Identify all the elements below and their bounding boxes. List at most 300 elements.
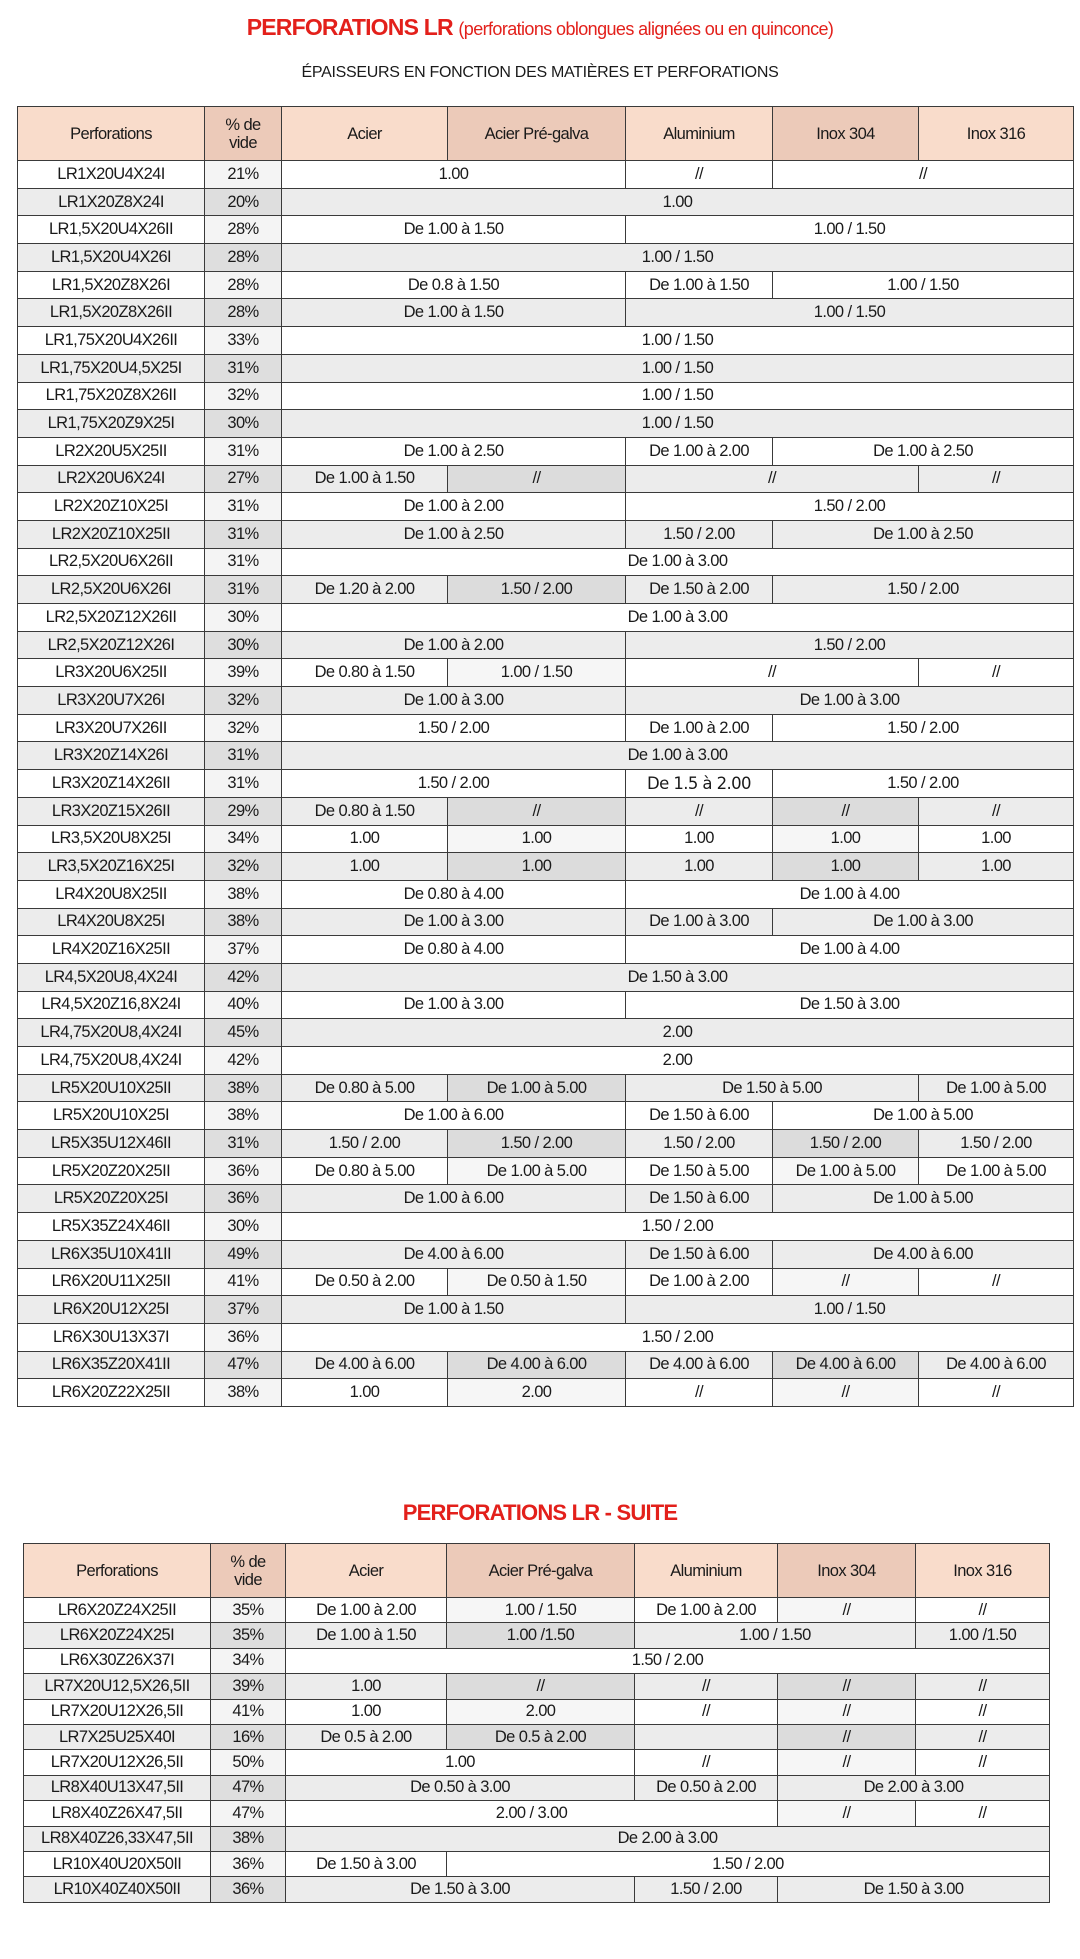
table-row — [18, 216, 1074, 244]
table-row — [18, 437, 1074, 465]
thickness-cell: 1.50 / 2.00 — [282, 770, 626, 798]
table-row — [18, 161, 1074, 189]
thickness-cell: De 1.00 à 3.00 — [282, 742, 1074, 770]
thickness-cell: De 1.50 à 3.00 — [282, 963, 1074, 991]
thickness-cell: // — [919, 1379, 1074, 1407]
void-percentage: 47% — [211, 1775, 286, 1800]
thickness-cell: 1.00 / 1.50 — [282, 244, 1074, 272]
perforation-code: LR4X20U8X25II — [18, 880, 205, 908]
thickness-cell: 1.00 / 1.50 — [282, 327, 1074, 355]
page-title-main: PERFORATIONS LR — [246, 14, 453, 40]
thickness-cell: De 2.00 à 3.00 — [286, 1826, 1050, 1851]
thickness-cell: De 1.00 à 4.00 — [626, 936, 1074, 964]
table-row — [24, 1826, 1050, 1851]
table-row — [18, 825, 1074, 853]
thickness-cell: 1.50 / 2.00 — [626, 631, 1074, 659]
thickness-cell: 1.00 — [286, 1674, 447, 1699]
perforation-code: LR6X20Z24X25I — [24, 1623, 211, 1648]
thickness-cell: 1.50 / 2.00 — [626, 520, 773, 548]
thickness-cell: De 4.00 à 6.00 — [919, 1351, 1074, 1379]
void-percentage: 38% — [205, 908, 282, 936]
perforation-code: LR10X40Z40X50II — [24, 1877, 211, 1902]
thickness-cell: De 1.00 à 3.00 — [282, 991, 626, 1019]
thickness-cell: // — [778, 1801, 916, 1826]
table-row — [18, 687, 1074, 715]
thickness-cell: 1.00 / 1.50 — [626, 216, 1074, 244]
thickness-cell: De 0.80 à 5.00 — [282, 1157, 448, 1185]
thickness-cell: De 1.00 à 2.00 — [286, 1598, 447, 1623]
thickness-cell: De 1.00 à 3.00 — [773, 908, 1074, 936]
thickness-cell: // — [916, 1724, 1050, 1749]
thickness-cell: De 4.00 à 6.00 — [282, 1240, 626, 1268]
perforation-code: LR8X40Z26,33X47,5II — [24, 1826, 211, 1851]
thickness-cell: // — [626, 161, 773, 189]
thickness-cell: De 1.00 à 3.00 — [282, 908, 626, 936]
thickness-cell: De 0.8 à 1.50 — [282, 271, 626, 299]
thickness-cell: // — [919, 797, 1074, 825]
thickness-cell: // — [626, 1379, 773, 1407]
perforation-code: LR2X20Z10X25II — [18, 520, 205, 548]
table-row — [18, 1157, 1074, 1185]
void-percentage: 37% — [205, 1296, 282, 1324]
thickness-cell: De 0.80 à 5.00 — [282, 1074, 448, 1102]
perforation-code: LR6X20U11X25II — [18, 1268, 205, 1296]
col-header-inox-316: Inox 316 — [916, 1544, 1050, 1598]
void-percentage: 35% — [211, 1623, 286, 1648]
thickness-cell: De 0.50 à 3.00 — [286, 1775, 635, 1800]
table-row — [18, 244, 1074, 272]
void-percentage: 42% — [205, 963, 282, 991]
void-percentage: 41% — [211, 1699, 286, 1724]
void-percentage: 20% — [205, 188, 282, 216]
void-percentage: 31% — [205, 548, 282, 576]
table-row — [24, 1623, 1050, 1648]
void-percentage: 31% — [205, 437, 282, 465]
thickness-cell: De 1.00 à 5.00 — [448, 1157, 626, 1185]
col-header-perforations: Perforations — [18, 107, 205, 161]
perforation-code: LR5X35Z24X46II — [18, 1213, 205, 1241]
table-row — [24, 1648, 1050, 1673]
thickness-cell: 1.00 — [626, 853, 773, 881]
thickness-cell: 2.00 — [447, 1699, 635, 1724]
thickness-cell: De 1.50 à 5.00 — [626, 1074, 919, 1102]
void-percentage: 47% — [211, 1801, 286, 1826]
thickness-cell: De 1.00 à 3.00 — [282, 604, 1074, 632]
perforation-code: LR7X25U25X40I — [24, 1724, 211, 1749]
perforation-code: LR1,5X20Z8X26I — [18, 271, 205, 299]
perforation-code: LR1,5X20Z8X26II — [18, 299, 205, 327]
thickness-cell: // — [635, 1674, 778, 1699]
table-row — [18, 880, 1074, 908]
thickness-cell: // — [916, 1750, 1050, 1775]
perforation-code: LR3X20Z14X26II — [18, 770, 205, 798]
void-percentage: 42% — [205, 1047, 282, 1075]
thickness-cell: // — [635, 1750, 778, 1775]
thickness-cell: 1.50 / 2.00 — [282, 1323, 1074, 1351]
void-percentage: 36% — [211, 1877, 286, 1902]
void-percentage: 27% — [205, 465, 282, 493]
void-percentage: 39% — [205, 659, 282, 687]
table-row — [18, 604, 1074, 632]
perforation-code: LR5X20U10X25I — [18, 1102, 205, 1130]
void-percentage: 37% — [205, 936, 282, 964]
thickness-cell: De 1.00 à 2.00 — [282, 631, 626, 659]
thickness-cell: 1.50 / 2.00 — [773, 576, 1074, 604]
void-percentage: 38% — [205, 1379, 282, 1407]
thickness-cell: 1.00 / 1.50 — [282, 410, 1074, 438]
thickness-cell: De 4.00 à 6.00 — [773, 1351, 919, 1379]
perforation-code: LR2,5X20U6X26I — [18, 576, 205, 604]
thickness-cell: // — [916, 1598, 1050, 1623]
thickness-cell: De 0.50 à 1.50 — [448, 1268, 626, 1296]
col-header-perforations: Perforations — [24, 1544, 211, 1598]
thickness-cell: De 1.00 à 4.00 — [626, 880, 1074, 908]
void-percentage: 28% — [205, 216, 282, 244]
thickness-cell: // — [778, 1750, 916, 1775]
perforation-code: LR1X20U4X24I — [18, 161, 205, 189]
perforation-code: LR4X20U8X25I — [18, 908, 205, 936]
thickness-cell: De 1.00 à 2.00 — [282, 493, 626, 521]
void-percentage: 30% — [205, 631, 282, 659]
col-header-vide — [205, 107, 282, 161]
thickness-cell: 1.00 / 1.50 — [447, 1598, 635, 1623]
thickness-cell: De 1.00 à 5.00 — [919, 1074, 1074, 1102]
col-header-acier: Acier — [282, 107, 448, 161]
table-row — [18, 576, 1074, 604]
table-header-row — [18, 107, 1074, 161]
page-subtitle: ÉPAISSEURS EN FONCTION DES MATIÈRES ET PERFORATIONS — [301, 64, 779, 81]
table-row — [18, 1047, 1074, 1075]
perforation-code: LR8X40Z26X47,5II — [24, 1801, 211, 1826]
thickness-cell: // — [626, 797, 773, 825]
table-row — [18, 493, 1074, 521]
thickness-cell: De 0.5 à 2.00 — [447, 1724, 635, 1749]
table-row — [18, 1351, 1074, 1379]
void-percentage: 32% — [205, 714, 282, 742]
table-row — [24, 1750, 1050, 1775]
perforation-code: LR1,5X20U4X26I — [18, 244, 205, 272]
thickness-cell: 1.50 / 2.00 — [919, 1130, 1074, 1158]
table-row — [18, 410, 1074, 438]
thickness-cell: // — [778, 1674, 916, 1699]
thickness-cell: 1.00 / 1.50 — [635, 1623, 916, 1648]
void-percentage: 32% — [205, 382, 282, 410]
thickness-cell: De 1.00 à 1.50 — [286, 1623, 447, 1648]
table-row — [18, 1296, 1074, 1324]
perforation-code: LR3X20U7X26I — [18, 687, 205, 715]
void-percentage: 28% — [205, 271, 282, 299]
thickness-cell: De 1.00 à 5.00 — [448, 1074, 626, 1102]
perforations-suite-table — [23, 1543, 1050, 1903]
perforation-code: LR6X20U12X25I — [18, 1296, 205, 1324]
thickness-cell: 1.00 — [919, 825, 1074, 853]
thickness-cell: // — [773, 161, 1074, 189]
table-row — [18, 659, 1074, 687]
void-percentage: 30% — [205, 410, 282, 438]
thickness-cell: 1.00 — [773, 825, 919, 853]
thickness-cell: De 1.50 à 2.00 — [626, 576, 773, 604]
thickness-cell: 1.00 — [626, 825, 773, 853]
thickness-cell: 1.50 / 2.00 — [773, 770, 1074, 798]
thickness-cell: // — [916, 1801, 1050, 1826]
void-percentage: 32% — [205, 687, 282, 715]
thickness-cell: 1.00 — [919, 853, 1074, 881]
table-row — [18, 548, 1074, 576]
thickness-cell: 1.00 — [448, 853, 626, 881]
thickness-cell: De 1.00 à 6.00 — [282, 1102, 626, 1130]
perforation-code: LR3X20Z14X26I — [18, 742, 205, 770]
thickness-cell: // — [778, 1699, 916, 1724]
perforation-code: LR1,75X20U4,5X25I — [18, 354, 205, 382]
col-header-acier: Acier — [286, 1544, 447, 1598]
void-percentage: 49% — [205, 1240, 282, 1268]
table-row — [18, 271, 1074, 299]
thickness-cell: // — [626, 659, 919, 687]
perforation-code: LR4,5X20U8,4X24I — [18, 963, 205, 991]
thickness-cell: 1.00 / 1.50 — [626, 299, 1074, 327]
void-percentage: 40% — [205, 991, 282, 1019]
perforation-code: LR3X20U6X25II — [18, 659, 205, 687]
thickness-cell: De 1.00 à 5.00 — [773, 1157, 919, 1185]
void-percentage: 28% — [205, 299, 282, 327]
col-header-aluminium: Aluminium — [626, 107, 773, 161]
void-percentage: 35% — [211, 1598, 286, 1623]
table-row — [18, 908, 1074, 936]
table-row — [18, 1102, 1074, 1130]
col-header-aluminium: Aluminium — [635, 1544, 778, 1598]
section-title-suite: PERFORATIONS LR - SUITE — [402, 1500, 678, 1525]
col-header-vide — [211, 1544, 286, 1598]
void-percentage: 30% — [205, 604, 282, 632]
perforation-code: LR3X20U7X26II — [18, 714, 205, 742]
thickness-cell: 1.50 / 2.00 — [447, 1851, 1050, 1876]
void-percentage: 39% — [211, 1674, 286, 1699]
thickness-cell: 1.50 / 2.00 — [282, 714, 626, 742]
thickness-cell: De 1.50 à 3.00 — [626, 991, 1074, 1019]
perforation-code: LR8X40U13X47,5II — [24, 1775, 211, 1800]
thickness-cell: De 1.00 à 6.00 — [282, 1185, 626, 1213]
perforation-code: LR2X20Z10X25I — [18, 493, 205, 521]
table-row — [18, 1213, 1074, 1241]
perforation-code: LR7X20U12X26,5II — [24, 1699, 211, 1724]
table-row — [18, 188, 1074, 216]
thickness-cell: 1.00 — [773, 853, 919, 881]
thickness-cell: 1.50 / 2.00 — [626, 1130, 773, 1158]
perforation-code: LR2X20U5X25II — [18, 437, 205, 465]
table-row — [18, 1130, 1074, 1158]
perforation-code: LR2,5X20Z12X26II — [18, 604, 205, 632]
thickness-cell: // — [919, 659, 1074, 687]
void-percentage: 34% — [211, 1648, 286, 1673]
perforations-table-body — [18, 161, 1074, 1407]
thickness-cell: De 0.5 à 2.00 — [286, 1724, 447, 1749]
thickness-cell: 1.00 — [286, 1750, 635, 1775]
perforation-code: LR6X30Z26X37I — [24, 1648, 211, 1673]
thickness-cell: 1.50 / 2.00 — [635, 1877, 778, 1902]
thickness-cell: 1.00 — [282, 825, 448, 853]
perforation-code: LR2,5X20U6X26II — [18, 548, 205, 576]
void-percentage: 31% — [205, 742, 282, 770]
table-row — [24, 1877, 1050, 1902]
void-percentage: 31% — [205, 576, 282, 604]
table-row — [18, 1074, 1074, 1102]
thickness-cell: De 0.80 à 1.50 — [282, 797, 448, 825]
thickness-cell: De 1.00 à 1.50 — [282, 1296, 626, 1324]
thickness-cell: De 1.00 à 5.00 — [773, 1185, 1074, 1213]
perforation-code: LR7X20U12,5X26,5II — [24, 1674, 211, 1699]
page-title-sub: (perforations oblongues alignées ou en quinconce) — [458, 19, 834, 39]
thickness-cell: 1.00 / 1.50 — [282, 382, 1074, 410]
thickness-cell: // — [626, 465, 919, 493]
void-percentage: 31% — [205, 770, 282, 798]
void-percentage: 28% — [205, 244, 282, 272]
table-row — [18, 853, 1074, 881]
thickness-cell: De 1.20 à 2.00 — [282, 576, 448, 604]
thickness-cell: 1.50 / 2.00 — [773, 714, 1074, 742]
void-percentage: 36% — [205, 1185, 282, 1213]
thickness-cell: De 4.00 à 6.00 — [773, 1240, 1074, 1268]
perforation-code: LR1,5X20U4X26II — [18, 216, 205, 244]
thickness-cell: De 1.00 à 3.00 — [626, 908, 773, 936]
perforation-code: LR3,5X20Z16X25I — [18, 853, 205, 881]
table-row — [18, 770, 1074, 798]
thickness-cell: De 1.00 à 5.00 — [919, 1157, 1074, 1185]
thickness-cell: // — [448, 797, 626, 825]
table-row — [24, 1851, 1050, 1876]
void-percentage: 38% — [205, 880, 282, 908]
table-row — [18, 797, 1074, 825]
thickness-cell: De 0.50 à 2.00 — [282, 1268, 448, 1296]
thickness-cell: 1.50 / 2.00 — [448, 576, 626, 604]
table-row — [18, 520, 1074, 548]
perforation-code: LR5X20Z20X25II — [18, 1157, 205, 1185]
perforation-code: LR7X20U12X26,5II — [24, 1750, 211, 1775]
void-percentage: 36% — [205, 1157, 282, 1185]
thickness-cell: De 1.00 à 2.50 — [282, 437, 626, 465]
table-row — [18, 631, 1074, 659]
thickness-cell: 1.00 /1.50 — [916, 1623, 1050, 1648]
thickness-cell: De 1.00 à 3.00 — [282, 687, 626, 715]
perforation-code: LR6X20Z24X25II — [24, 1598, 211, 1623]
table-row — [24, 1674, 1050, 1699]
perforation-code: LR6X35Z20X41II — [18, 1351, 205, 1379]
thickness-cell: 1.00 — [286, 1699, 447, 1724]
thickness-cell: De 1.00 à 3.00 — [282, 548, 1074, 576]
void-percentage: 33% — [205, 327, 282, 355]
thickness-cell — [635, 1724, 778, 1749]
thickness-cell: De 0.80 à 1.50 — [282, 659, 448, 687]
thickness-cell: 1.50 / 2.00 — [773, 1130, 919, 1158]
thickness-cell: De 1.00 à 2.50 — [773, 520, 1074, 548]
perforations-suite-table-body — [24, 1598, 1050, 1903]
col-header-inox-304: Inox 304 — [773, 107, 919, 161]
perforation-code: LR2,5X20Z12X26I — [18, 631, 205, 659]
table-row — [18, 963, 1074, 991]
perforation-code: LR5X35U12X46II — [18, 1130, 205, 1158]
thickness-cell: 1.50 / 2.00 — [286, 1648, 1050, 1673]
perforation-code: LR6X35U10X41II — [18, 1240, 205, 1268]
thickness-cell: De 1.00 à 1.50 — [282, 465, 448, 493]
thickness-cell: 1.00 / 1.50 — [282, 354, 1074, 382]
perforation-code: LR4,5X20Z16,8X24I — [18, 991, 205, 1019]
thickness-cell: // — [916, 1674, 1050, 1699]
table-header-row — [24, 1544, 1050, 1598]
col-header-acier-pre-galva: Acier Pré-galva — [447, 1544, 635, 1598]
thickness-cell: De 1.00 à 1.50 — [282, 299, 626, 327]
void-percentage: 31% — [205, 354, 282, 382]
void-percentage: 38% — [205, 1102, 282, 1130]
perforation-code: LR10X40U20X50II — [24, 1851, 211, 1876]
table-row — [18, 299, 1074, 327]
perforation-code: LR4X20Z16X25II — [18, 936, 205, 964]
thickness-cell: 1.00 — [282, 1379, 448, 1407]
thickness-cell: De 1.00 à 2.00 — [626, 714, 773, 742]
table-row — [24, 1724, 1050, 1749]
thickness-cell: De 1.50 à 6.00 — [626, 1102, 773, 1130]
thickness-cell: 1.00 / 1.50 — [773, 271, 1074, 299]
table-row — [18, 354, 1074, 382]
thickness-cell: 1.50 / 2.00 — [626, 493, 1074, 521]
thickness-cell: De 1.5 à 2.00 — [626, 770, 773, 798]
thickness-cell: 1.00 — [448, 825, 626, 853]
thickness-cell: // — [448, 465, 626, 493]
thickness-cell: De 0.80 à 4.00 — [282, 936, 626, 964]
thickness-cell: De 4.00 à 6.00 — [626, 1351, 773, 1379]
col-header-inox-304: Inox 304 — [778, 1544, 916, 1598]
thickness-cell: De 4.00 à 6.00 — [448, 1351, 626, 1379]
thickness-cell: 1.50 / 2.00 — [282, 1213, 1074, 1241]
perforation-code: LR3X20Z15X26II — [18, 797, 205, 825]
perforation-code: LR1X20Z8X24I — [18, 188, 205, 216]
perforations-table — [17, 106, 1074, 1407]
thickness-cell: De 1.00 à 1.50 — [282, 216, 626, 244]
void-percentage: 16% — [211, 1724, 286, 1749]
col-header-vide-label: % de vide — [230, 1552, 266, 1589]
table-row — [18, 1379, 1074, 1407]
thickness-cell: De 1.50 à 5.00 — [626, 1157, 773, 1185]
page-title — [0, 14, 1080, 41]
table-row — [18, 382, 1074, 410]
void-percentage: 38% — [211, 1826, 286, 1851]
table-row — [18, 991, 1074, 1019]
thickness-cell: // — [916, 1699, 1050, 1724]
thickness-cell: De 4.00 à 6.00 — [282, 1351, 448, 1379]
void-percentage: 36% — [205, 1323, 282, 1351]
table-row — [24, 1801, 1050, 1826]
thickness-cell: De 0.50 à 2.00 — [635, 1775, 778, 1800]
thickness-cell: De 2.00 à 3.00 — [778, 1775, 1050, 1800]
table-row — [18, 714, 1074, 742]
table-row — [18, 1185, 1074, 1213]
thickness-cell: 1.50 / 2.00 — [282, 1130, 448, 1158]
thickness-cell: De 1.50 à 3.00 — [778, 1877, 1050, 1902]
void-percentage: 31% — [205, 493, 282, 521]
thickness-cell: De 1.50 à 3.00 — [286, 1877, 635, 1902]
table-row — [18, 742, 1074, 770]
perforation-code: LR5X20Z20X25I — [18, 1185, 205, 1213]
thickness-cell: // — [447, 1674, 635, 1699]
thickness-cell: De 1.50 à 6.00 — [626, 1185, 773, 1213]
perforation-code: LR1,75X20Z8X26II — [18, 382, 205, 410]
thickness-cell: // — [773, 1268, 919, 1296]
thickness-cell: De 1.50 à 6.00 — [626, 1240, 773, 1268]
thickness-cell: De 0.80 à 4.00 — [282, 880, 626, 908]
thickness-cell: // — [773, 797, 919, 825]
thickness-cell: 2.00 — [282, 1019, 1074, 1047]
void-percentage: 30% — [205, 1213, 282, 1241]
thickness-cell: De 1.00 à 2.50 — [773, 437, 1074, 465]
void-percentage: 31% — [205, 520, 282, 548]
